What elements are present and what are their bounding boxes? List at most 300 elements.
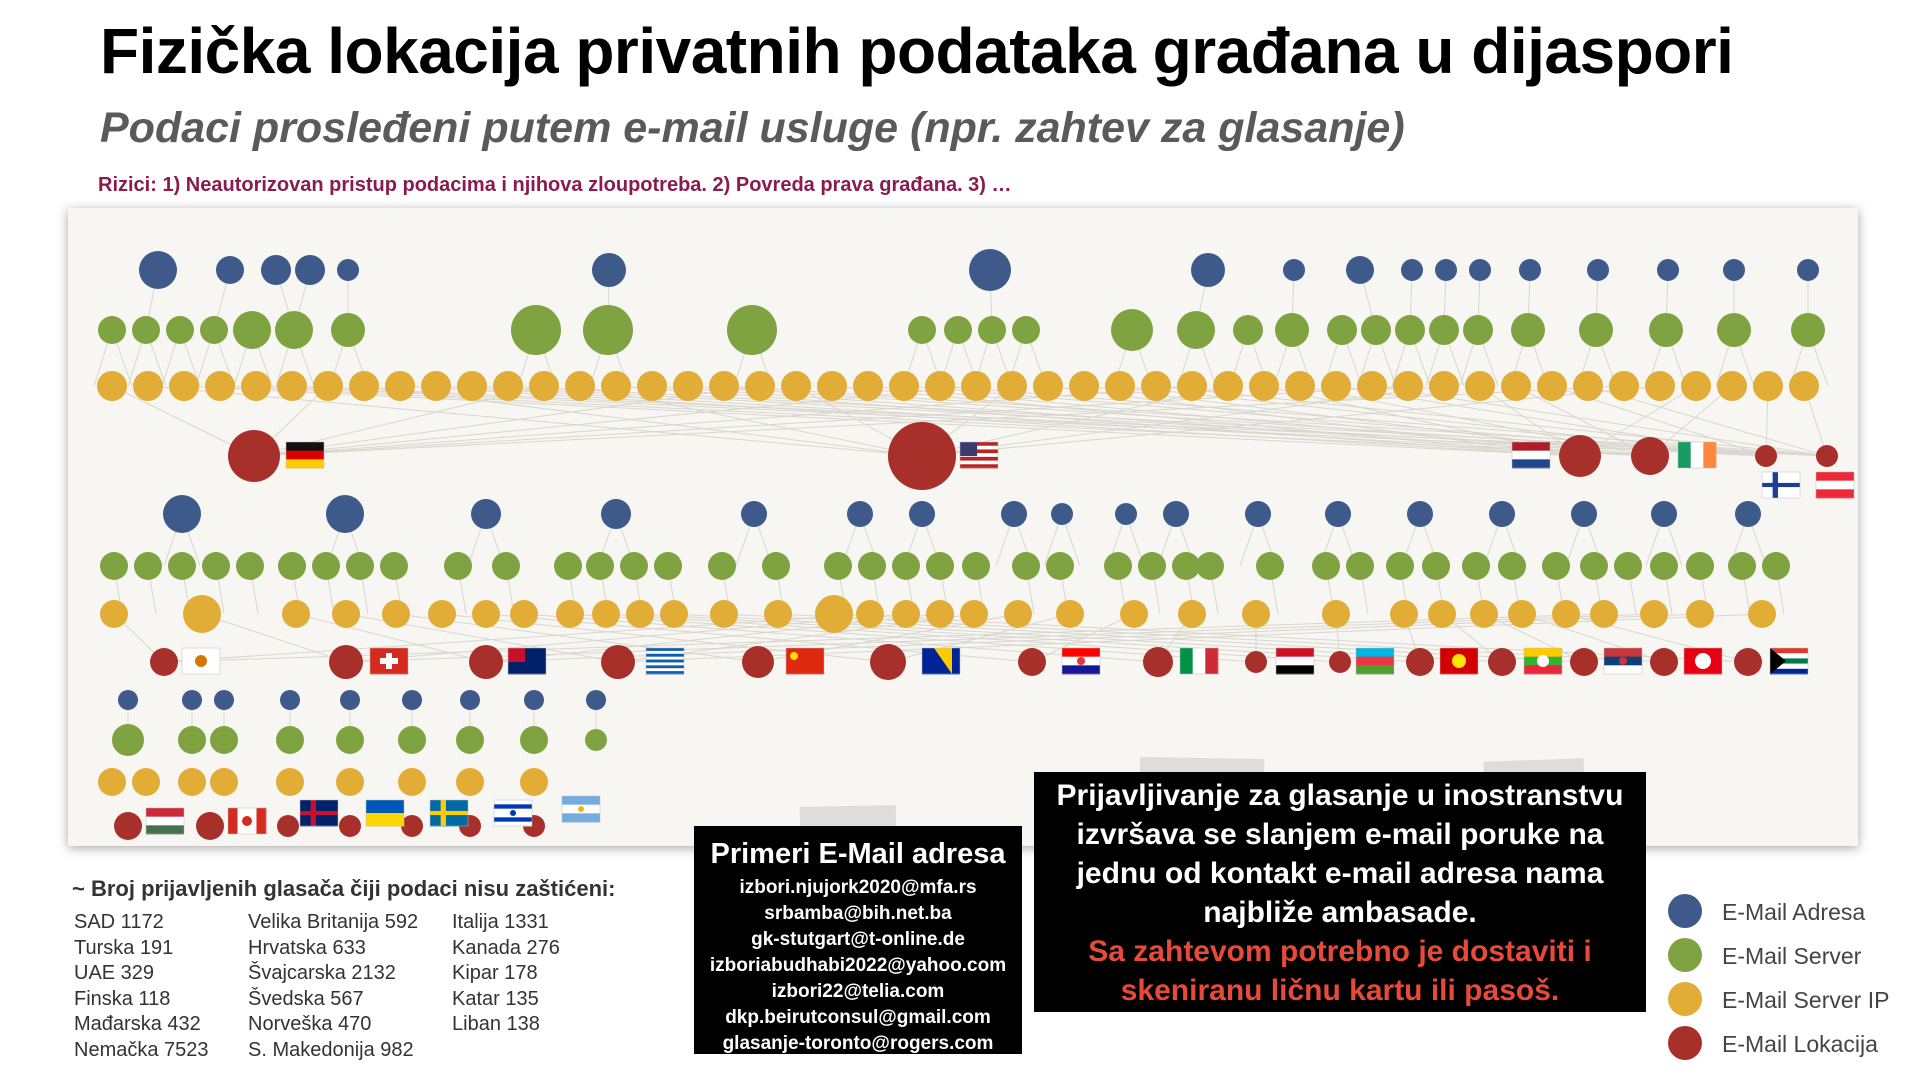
canada-flag xyxy=(228,808,267,834)
email-server-ip-node xyxy=(1213,371,1243,401)
ukraine-flag xyxy=(366,800,404,827)
email-address-node xyxy=(261,255,291,285)
email-location-node xyxy=(196,812,224,840)
email-server-ip-node xyxy=(169,371,199,401)
email-location-node xyxy=(339,815,361,837)
email-address-node xyxy=(1469,259,1491,281)
email-address-node xyxy=(402,690,422,710)
email-server-node xyxy=(962,552,990,580)
email-server-ip-node xyxy=(1470,600,1498,628)
email-location-node xyxy=(1143,647,1173,677)
email-server-ip-node xyxy=(889,371,919,401)
ireland-flag xyxy=(1678,442,1717,468)
north-macedonia-flag xyxy=(1440,648,1478,675)
email-server-ip-node xyxy=(313,371,343,401)
email-server-node xyxy=(858,552,886,580)
email-address-node xyxy=(1587,259,1609,281)
email-address-node xyxy=(214,690,234,710)
email-address-node xyxy=(1797,259,1819,281)
notice-box xyxy=(1034,772,1646,1012)
email-location-node xyxy=(1488,648,1516,676)
email-server-ip-node xyxy=(276,768,304,796)
email-server-node xyxy=(1649,313,1683,347)
email-server-ip-node xyxy=(385,371,415,401)
email-server-ip-node xyxy=(133,371,163,401)
email-address-node xyxy=(969,249,1011,291)
email-server-ip-node xyxy=(592,600,620,628)
stat-item: Italija 1331 xyxy=(452,911,549,933)
uk-flag xyxy=(300,800,338,827)
email-server-ip-node xyxy=(1004,600,1032,628)
stat-item: Kanada 276 xyxy=(452,936,560,959)
email-server-node xyxy=(908,316,936,344)
email-server-ip-node xyxy=(1640,600,1668,628)
stat-item: Katar 135 xyxy=(452,987,539,1010)
email-server-ip-node xyxy=(1141,371,1171,401)
stat-item: Nemačka 7523 xyxy=(74,1038,209,1061)
email-address-node xyxy=(1115,503,1137,525)
email-address-node xyxy=(1401,259,1423,281)
email-location-node xyxy=(742,646,774,678)
israel-flag xyxy=(494,800,532,827)
email-server-node xyxy=(978,316,1006,344)
argentina-flag xyxy=(562,796,600,823)
email-server-ip-node xyxy=(349,371,379,401)
email-address-node xyxy=(1519,259,1541,281)
page-subtitle: Podaci prosleđeni putem e-mail usluge (npr. zahtev za glasanje) xyxy=(100,104,1405,152)
email-server-node xyxy=(1256,552,1284,580)
email-server-node xyxy=(278,552,306,580)
email-server-node xyxy=(100,552,128,580)
email-server-ip-node xyxy=(709,371,739,401)
stat-item: Mađarska 432 xyxy=(74,1013,201,1035)
stats-column-1 xyxy=(74,910,209,1063)
email-server-ip-node xyxy=(1393,371,1423,401)
email-server-ip-node xyxy=(817,371,847,401)
email-server-ip-node xyxy=(241,371,271,401)
email-address-node xyxy=(1407,501,1433,527)
email-address-node xyxy=(337,259,359,281)
legend-label: E-Mail Lokacija xyxy=(1722,1031,1878,1057)
email-server-node xyxy=(1762,552,1790,580)
email-location-node xyxy=(888,422,956,490)
email-example: izbori22@telia.com xyxy=(771,981,945,1002)
email-server-node xyxy=(1579,313,1613,347)
email-server-node xyxy=(554,552,582,580)
email-server-ip-node xyxy=(336,768,364,796)
email-server-node xyxy=(168,552,196,580)
email-server-node xyxy=(1138,552,1166,580)
email-location-node xyxy=(469,645,503,679)
email-server-node xyxy=(275,311,313,349)
email-server-ip-node xyxy=(961,371,991,401)
email-address-node xyxy=(1163,501,1189,527)
email-server-ip-node xyxy=(1242,600,1270,628)
email-server-node xyxy=(1463,315,1493,345)
email-server-ip-node xyxy=(98,768,126,796)
email-address-node xyxy=(280,690,300,710)
stat-item: Velika Britanija 592 xyxy=(248,911,419,933)
email-address-node xyxy=(1051,503,1073,525)
email-server-node xyxy=(112,724,144,756)
austria-flag xyxy=(1816,472,1854,499)
email-server-ip-node xyxy=(205,371,235,401)
email-server-ip-node xyxy=(710,600,738,628)
email-server-node xyxy=(1327,315,1357,345)
egypt-flag xyxy=(1276,648,1314,675)
stat-item: Finska 118 xyxy=(74,987,171,1010)
email-server-node xyxy=(312,552,340,580)
email-address-node xyxy=(524,690,544,710)
email-server-node xyxy=(708,552,736,580)
email-location-node xyxy=(329,645,363,679)
email-server-ip-node xyxy=(745,371,775,401)
email-server-node xyxy=(824,552,852,580)
south-africa-flag xyxy=(1770,648,1808,675)
legend-dot xyxy=(1668,1026,1702,1060)
email-address-node xyxy=(295,255,325,285)
stat-item: Liban 138 xyxy=(452,1013,540,1035)
email-examples-box xyxy=(694,826,1022,1054)
finland-flag xyxy=(1762,472,1800,499)
email-examples-title: Primeri E-Mail adresa xyxy=(710,838,1006,870)
network-diagram xyxy=(68,208,1858,846)
email-server-node xyxy=(236,552,264,580)
email-server-node xyxy=(1791,313,1825,347)
email-server-node xyxy=(336,726,364,754)
email-server-node xyxy=(1111,309,1153,351)
email-address-node xyxy=(1435,259,1457,281)
email-address-node xyxy=(460,690,480,710)
email-server-node xyxy=(210,726,238,754)
email-address-node xyxy=(1325,501,1351,527)
legend-dot xyxy=(1668,938,1702,972)
email-server-node xyxy=(586,552,614,580)
email-server-node xyxy=(134,552,162,580)
email-server-node xyxy=(202,552,230,580)
email-server-ip-node xyxy=(97,371,127,401)
myanmar-flag xyxy=(1524,648,1562,675)
australia-flag xyxy=(508,648,546,675)
email-address-node xyxy=(1571,501,1597,527)
email-address-node xyxy=(586,690,606,710)
email-server-ip-node xyxy=(815,595,853,633)
email-server-node xyxy=(1717,313,1751,347)
email-location-node xyxy=(1755,445,1777,467)
email-server-node xyxy=(200,316,228,344)
email-server-node xyxy=(1498,552,1526,580)
email-address-node xyxy=(1283,259,1305,281)
email-location-node xyxy=(277,815,299,837)
email-server-ip-node xyxy=(1753,371,1783,401)
email-server-node xyxy=(1386,552,1414,580)
email-address-node xyxy=(1651,501,1677,527)
email-example: izbori.njujork2020@mfa.rs xyxy=(739,877,977,898)
email-location-node xyxy=(1018,648,1046,676)
email-server-node xyxy=(1511,313,1545,347)
email-server-node xyxy=(398,726,426,754)
email-server-ip-node xyxy=(510,600,538,628)
email-server-node xyxy=(1542,552,1570,580)
email-server-ip-node xyxy=(1056,600,1084,628)
email-server-ip-node xyxy=(1590,600,1618,628)
email-address-node xyxy=(1735,501,1761,527)
croatia-flag xyxy=(1062,648,1100,675)
email-server-node xyxy=(346,552,374,580)
email-server-ip-node xyxy=(1249,371,1279,401)
email-server-node xyxy=(892,552,920,580)
email-address-node xyxy=(326,495,364,533)
email-server-ip-node xyxy=(1069,371,1099,401)
email-server-node xyxy=(1614,552,1642,580)
email-address-node xyxy=(163,495,201,533)
email-address-node xyxy=(118,690,138,710)
email-location-node xyxy=(150,648,178,676)
email-server-ip-node xyxy=(493,371,523,401)
serbia-flag xyxy=(1604,648,1642,675)
email-server-ip-node xyxy=(1178,600,1206,628)
azerbaijan-flag xyxy=(1356,648,1394,675)
email-server-ip-node xyxy=(1537,371,1567,401)
cyprus-flag xyxy=(182,648,220,675)
email-server-node xyxy=(1104,552,1132,580)
email-server-node xyxy=(654,552,682,580)
email-address-node xyxy=(340,690,360,710)
email-server-ip-node xyxy=(1552,600,1580,628)
email-server-ip-node xyxy=(673,371,703,401)
email-location-node xyxy=(1245,651,1267,673)
email-server-node xyxy=(1346,552,1374,580)
email-example: dkp.beirutconsul@gmail.com xyxy=(725,1007,991,1028)
email-server-ip-node xyxy=(1717,371,1747,401)
email-server-ip-node xyxy=(637,371,667,401)
email-server-ip-node xyxy=(210,768,238,796)
email-server-ip-node xyxy=(100,600,128,628)
email-example: glasanje-toronto@rogers.com xyxy=(722,1033,994,1054)
email-server-node xyxy=(456,726,484,754)
email-server-node xyxy=(178,726,206,754)
email-server-ip-node xyxy=(1428,600,1456,628)
stats-heading: ~ Broj prijavljenih glasača čiji podaci nisu zaštićeni: xyxy=(72,876,616,901)
email-server-ip-node xyxy=(1322,600,1350,628)
email-location-node xyxy=(1406,648,1434,676)
email-server-ip-node xyxy=(997,371,1027,401)
hungary-flag xyxy=(146,808,184,835)
email-server-ip-node xyxy=(1789,371,1819,401)
email-location-node xyxy=(1734,648,1762,676)
notice-text: Prijavljivanje za glasanje u inostranstvu izvršava se slanjem e-mail poruke na jednu od kontakt e-mail adresa nama najbliže ambasade. xyxy=(1056,779,1624,929)
email-server-node xyxy=(233,311,271,349)
email-address-node xyxy=(1723,259,1745,281)
email-server-ip-node xyxy=(428,600,456,628)
email-server-node xyxy=(98,316,126,344)
email-server-ip-node xyxy=(1120,600,1148,628)
email-server-ip-node xyxy=(1501,371,1531,401)
email-server-node xyxy=(1177,311,1215,349)
email-address-node xyxy=(1191,253,1225,287)
email-address-node xyxy=(1245,501,1271,527)
email-server-ip-node xyxy=(925,371,955,401)
email-server-ip-node xyxy=(565,371,595,401)
email-server-ip-node xyxy=(1033,371,1063,401)
legend-dot xyxy=(1668,982,1702,1016)
email-server-ip-node xyxy=(178,768,206,796)
email-server-node xyxy=(1728,552,1756,580)
email-server-node xyxy=(492,552,520,580)
email-server-ip-node xyxy=(764,600,792,628)
email-server-ip-node xyxy=(529,371,559,401)
email-server-ip-node xyxy=(1429,371,1459,401)
email-server-node xyxy=(1312,552,1340,580)
email-server-node xyxy=(331,313,365,347)
email-server-node xyxy=(1686,552,1714,580)
stat-item: SAD 1172 xyxy=(74,911,164,933)
email-server-ip-node xyxy=(853,371,883,401)
email-address-node xyxy=(182,690,202,710)
email-server-ip-node xyxy=(282,600,310,628)
email-server-ip-node xyxy=(892,600,920,628)
email-server-node xyxy=(585,729,607,751)
legend-label: E-Mail Server IP xyxy=(1722,987,1890,1013)
email-server-node xyxy=(132,316,160,344)
usa-flag xyxy=(960,442,998,469)
email-server-ip-node xyxy=(781,371,811,401)
email-server-node xyxy=(762,552,790,580)
email-example: gk-stutgart@t-online.de xyxy=(751,929,965,950)
email-server-ip-node xyxy=(1177,371,1207,401)
email-address-node xyxy=(909,501,935,527)
email-server-node xyxy=(1395,315,1425,345)
greece-flag xyxy=(646,648,684,675)
email-address-node xyxy=(847,501,873,527)
email-server-ip-node xyxy=(1285,371,1315,401)
email-server-ip-node xyxy=(456,768,484,796)
legend-label: E-Mail Server xyxy=(1722,943,1862,969)
email-server-ip-node xyxy=(277,371,307,401)
email-address-node xyxy=(1657,259,1679,281)
email-server-node xyxy=(276,726,304,754)
notice-warning: Sa zahtevom potrebno je dostaviti i skeniranu ličnu kartu ili pasoš. xyxy=(1088,935,1592,1007)
email-server-node xyxy=(1580,552,1608,580)
sweden-flag xyxy=(430,800,468,827)
email-server-ip-node xyxy=(1681,371,1711,401)
email-server-ip-node xyxy=(1645,371,1675,401)
email-location-node xyxy=(1559,435,1601,477)
email-server-node xyxy=(1422,552,1450,580)
email-address-node xyxy=(601,499,631,529)
stat-item: Hrvatska 633 xyxy=(248,936,366,959)
stat-item: Turska 191 xyxy=(74,936,174,959)
email-server-ip-node xyxy=(1508,600,1536,628)
email-server-node xyxy=(380,552,408,580)
email-server-ip-node xyxy=(1748,600,1776,628)
email-server-ip-node xyxy=(1465,371,1495,401)
email-address-node xyxy=(216,256,244,284)
email-location-node xyxy=(401,815,423,837)
legend-label: E-Mail Adresa xyxy=(1722,899,1866,925)
email-server-ip-node xyxy=(660,600,688,628)
email-server-node xyxy=(1172,552,1200,580)
email-server-ip-node xyxy=(132,768,160,796)
email-server-node xyxy=(583,305,633,355)
email-server-ip-node xyxy=(1105,371,1135,401)
diagram-panel xyxy=(68,208,1858,846)
email-address-node xyxy=(471,499,501,529)
switzerland-flag xyxy=(370,648,408,675)
email-location-node xyxy=(1816,445,1838,467)
email-server-ip-node xyxy=(472,600,500,628)
email-server-node xyxy=(1361,315,1391,345)
email-server-ip-node xyxy=(1321,371,1351,401)
email-example: srbamba@bih.net.ba xyxy=(764,903,952,924)
email-address-node xyxy=(1001,501,1027,527)
china-flag xyxy=(786,648,824,675)
email-server-node xyxy=(1650,552,1678,580)
email-address-node xyxy=(1489,501,1515,527)
stat-item: Norveška 470 xyxy=(248,1013,372,1035)
email-address-node xyxy=(1346,256,1374,284)
email-location-node xyxy=(114,812,142,840)
email-address-node xyxy=(139,251,177,289)
email-server-node xyxy=(944,316,972,344)
email-server-node xyxy=(1275,313,1309,347)
email-server-node xyxy=(1429,315,1459,345)
email-address-node xyxy=(741,501,767,527)
email-address-node xyxy=(592,253,626,287)
stats-column-3 xyxy=(452,910,560,1038)
email-server-ip-node xyxy=(926,600,954,628)
email-server-node xyxy=(1012,316,1040,344)
risks-line: Rizici: 1) Neautorizovan pristup podacima i njihova zloupotreba. 2) Povreda prava građana. 3) … xyxy=(98,174,1012,196)
email-server-ip-node xyxy=(421,371,451,401)
germany-flag xyxy=(286,442,324,469)
email-server-ip-node xyxy=(626,600,654,628)
email-server-ip-node xyxy=(1357,371,1387,401)
email-server-ip-node xyxy=(183,595,221,633)
email-server-ip-node xyxy=(382,600,410,628)
legend-dot xyxy=(1668,894,1702,928)
stat-item: S. Makedonija 982 xyxy=(248,1038,414,1061)
email-location-node xyxy=(870,644,906,680)
stat-item: Kipar 178 xyxy=(452,962,538,984)
email-location-node xyxy=(1650,648,1678,676)
email-server-node xyxy=(1196,552,1224,580)
email-server-node xyxy=(166,316,194,344)
stat-item: UAE 329 xyxy=(74,962,155,984)
italy-flag xyxy=(1180,648,1219,674)
email-location-node xyxy=(1329,651,1351,673)
email-server-ip-node xyxy=(601,371,631,401)
email-server-ip-node xyxy=(457,371,487,401)
email-server-ip-node xyxy=(1390,600,1418,628)
stats-column-2 xyxy=(248,910,418,1063)
email-server-ip-node xyxy=(1609,371,1639,401)
email-server-ip-node xyxy=(856,600,884,628)
email-location-node xyxy=(1631,437,1669,475)
email-server-ip-node xyxy=(520,768,548,796)
email-location-node xyxy=(601,645,635,679)
netherlands-flag xyxy=(1512,442,1550,469)
email-location-node xyxy=(228,430,280,482)
email-location-node xyxy=(1570,648,1598,676)
email-server-node xyxy=(1462,552,1490,580)
email-example: izboriabudhabi2022@yahoo.com xyxy=(709,955,1007,976)
email-server-node xyxy=(727,305,777,355)
email-server-node xyxy=(444,552,472,580)
email-server-node xyxy=(1233,315,1263,345)
tunisia-flag xyxy=(1684,648,1722,675)
email-server-node xyxy=(1046,552,1074,580)
